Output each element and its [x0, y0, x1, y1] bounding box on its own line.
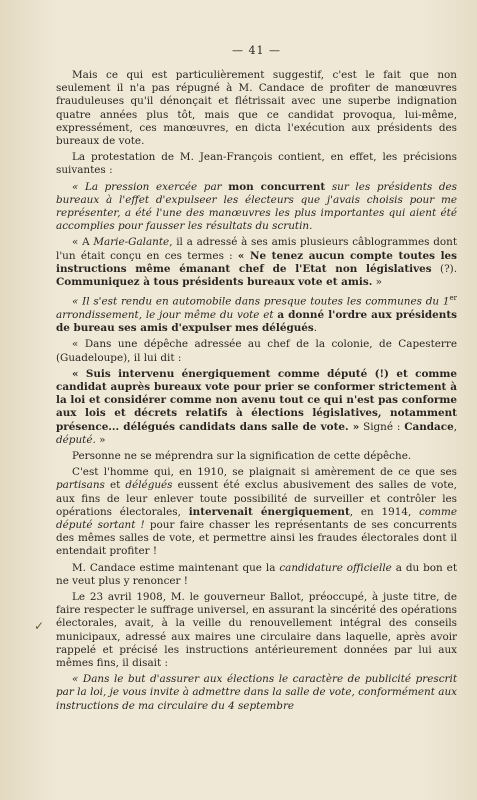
text-run: candidature officielle: [279, 561, 392, 574]
page-number: — 41 —: [232, 44, 281, 57]
text-run: er: [449, 294, 457, 303]
paragraph: [56, 368, 457, 447]
text-run: mon concurrent: [228, 180, 326, 193]
text-run: a du bon et ne veut plus y renoncer !: [56, 561, 458, 587]
text-run: Mais ce qui est particulièrement suggestif, c'est le fait que non seulement il n'a pas répugné à M. Candace de profiter de manœuvres frauduleuses qu'il dénonçait et flétrissait avec une superbe indignation quatre années plus tôt, mais que ce candidat provoqua, lui-même, expressément, ces manœuvres, en dicta l'exécution aux présidents des bureaux de vote.: [56, 69, 457, 148]
text-run: sur les présidents des bureaux à l'effet d'expulseer les électeurs que j'avais choisis pour me représenter, a été l'une des manœuvres les plus importantes qui aient été accomplies pour fausser les résultats du scrutin.: [56, 180, 457, 233]
margin-checkmark: ✓: [34, 619, 45, 633]
text-run: « Il s'est rendu en automobile dans presque toutes les communes du 1: [72, 295, 450, 308]
text-run: député: [56, 433, 93, 446]
text-run: »: [372, 276, 382, 289]
text-run: intervenait énergiquement: [188, 505, 350, 518]
text-run: « Dans une dépêche adressée au chef de la colonie, de Capesterre (Guadeloupe), il lui dit :: [56, 338, 457, 364]
text-run: Candace: [404, 420, 454, 433]
text-run: M. Candace estime maintenant que la: [72, 561, 280, 574]
text-run: ,: [453, 420, 457, 433]
paragraph: [56, 236, 457, 289]
paragraph: [56, 562, 457, 588]
text-run: , il a adressé à ses amis plusieurs câblogrammes dont l'un était conçu en ces termes :: [56, 236, 458, 262]
text-run: « Ne tenez aucun compte toutes les instructions même émanant chef de l'Etat non législatives: [56, 249, 457, 275]
text-run: partisans: [56, 479, 105, 492]
paragraph: [56, 181, 457, 234]
text-run: C'est l'homme qui, en 1910, se plaignait si amèrement de ce que ses: [72, 466, 457, 479]
paragraph: [56, 450, 457, 463]
body-text: [56, 69, 457, 713]
text-run: Marie-Galante: [93, 236, 170, 249]
text-run: « Dans le but d'assurer aux élections le caractère de publicité prescrit par la loi, je vous invite à admettre dans la salle de vote, conformément aux instructions de ma circulaire du 4 septembre: [56, 673, 457, 712]
text-run: , en 1914,: [349, 505, 420, 518]
text-run: pour faire chasser les représentants de ses concurrents des mêmes salles de vote, et permettre ainsi les fraudes électorales dont il entendait profiter !: [56, 518, 457, 558]
paragraph: [56, 673, 457, 713]
text-run: Le 23 avril 1908, M. le gouverneur Ballot, préoccupé, à juste titre, de faire respecter le suffrage universel, en assurant la sincérité des opérations électorales, avait, à la veille du renouvellement intégral des conseils municipaux, adressé aux maires une circulaire dans laquelle, après avoir rappelé et précisé les instructions antérieurement données par lui aux mêmes fins, il disait :: [56, 590, 457, 669]
text-run: « A: [72, 236, 94, 249]
text-run: Signé :: [359, 420, 405, 433]
text-run: .: [313, 322, 318, 335]
paragraph: [56, 338, 457, 364]
text-run: comme député sortant !: [56, 505, 457, 531]
text-run: délégués: [125, 479, 173, 492]
text-run: (?).: [431, 262, 457, 275]
text-run: arrondissement, le jour même du vote et: [56, 308, 278, 321]
paragraph: [56, 466, 457, 558]
paragraph: [56, 69, 457, 148]
text-run: . »: [92, 433, 106, 446]
text-run: Personne ne se méprendra sur la signification de cette dépêche.: [72, 449, 412, 462]
text-run: a donné l'ordre aux présidents de bureau ses amis d'expulser mes délégués: [56, 308, 457, 335]
text-run: eussent été exclus abusivement des salles de vote, aux fins de leur enlever toute possibilité de surveiller et contrôler les opérations électorales,: [56, 479, 457, 518]
text-run: La protestation de M. Jean-François contient, en effet, les précisions suivantes :: [56, 151, 457, 177]
text-run: et: [104, 479, 126, 492]
paragraph: [56, 591, 457, 670]
paragraph: [56, 292, 457, 335]
text-run: Communiquez à tous présidents bureaux vote et amis.: [56, 276, 373, 289]
text-run: « Suis intervenu énergiquement comme député (!) et comme candidat auprès bureaux vote pour prier se conformer strictement à la loi et considérer comme non avenu tout ce qui n'est pas conforme aux lois et décrets relatifs à élections législatives, notamment présence... délégués candidats dans salle de vote. »: [56, 367, 457, 433]
paragraph: [56, 151, 457, 177]
text-run: « La pression exercée par: [72, 180, 229, 193]
